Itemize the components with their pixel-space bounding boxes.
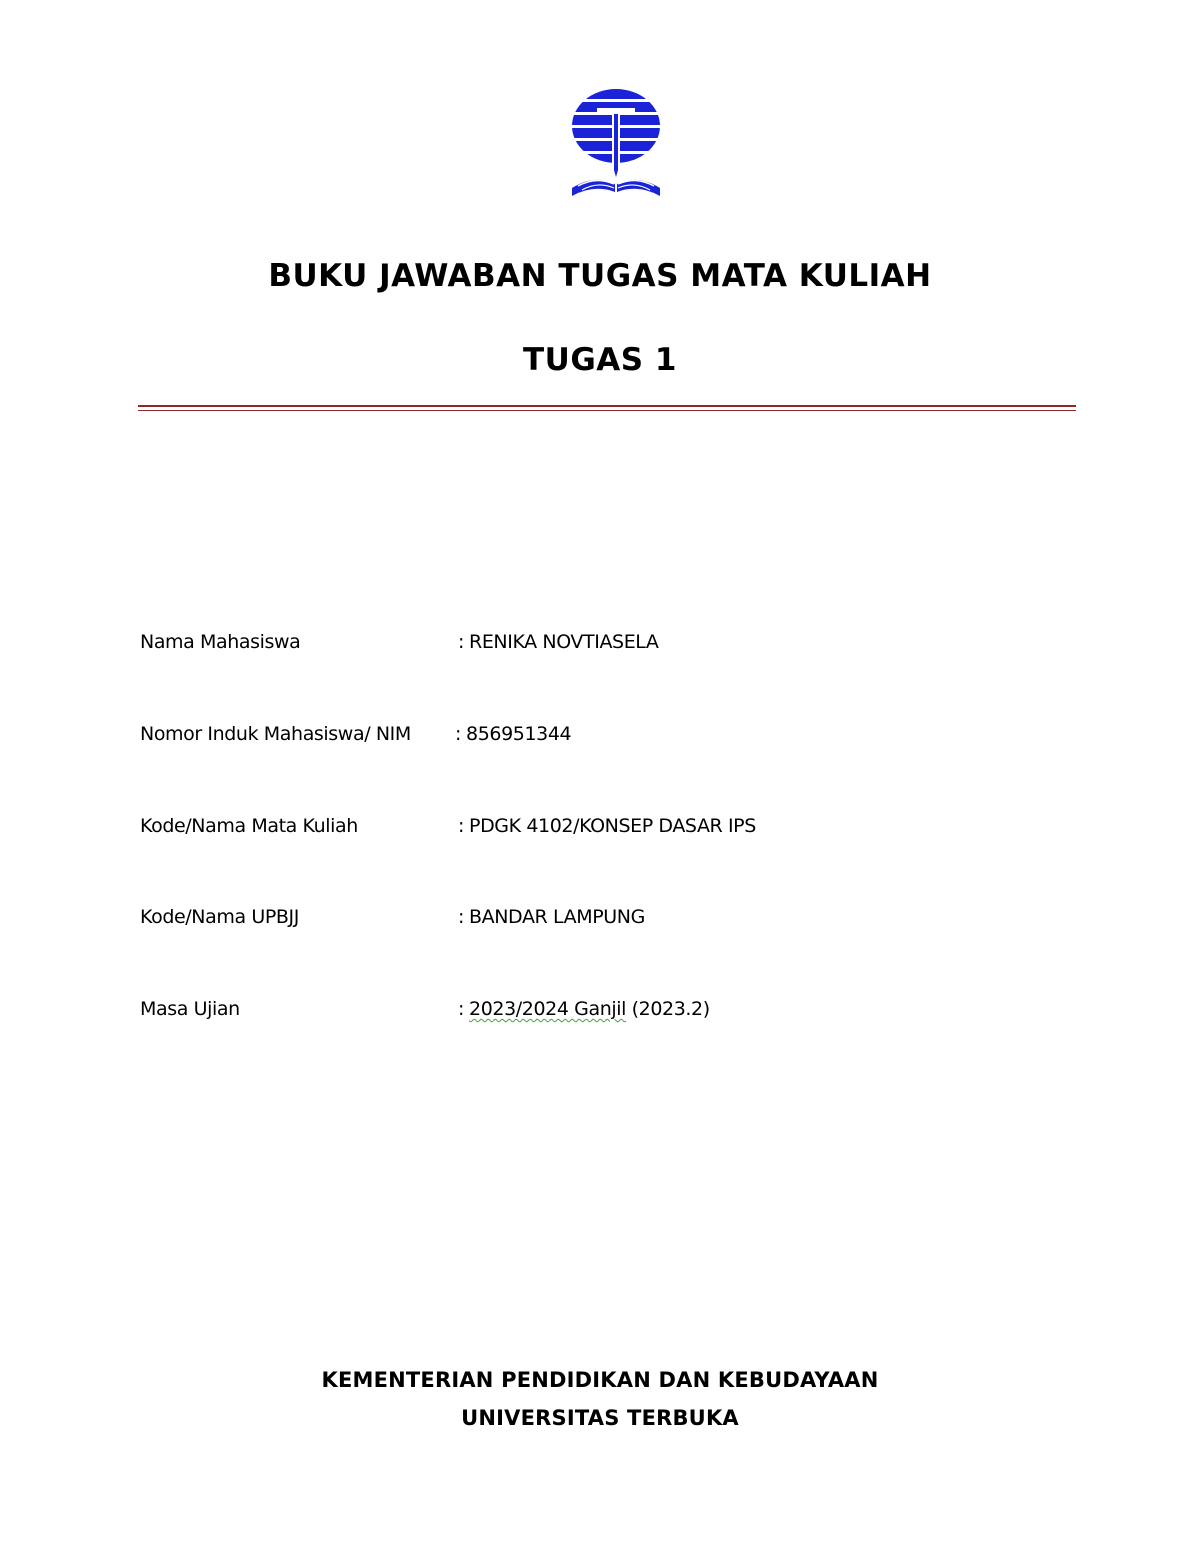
field-exam-period	[140, 994, 1060, 1024]
title-divider-thick	[138, 405, 1076, 407]
field-value	[458, 811, 756, 841]
title-divider-thin	[138, 410, 1076, 411]
footer-ministry: KEMENTERIAN PENDIDIKAN DAN KEBUDAYAAN	[321, 1368, 879, 1392]
footer-university: UNIVERSITAS TERBUKA	[461, 1406, 739, 1430]
field-label: Nama Mahasiswa	[140, 631, 301, 653]
universitas-terbuka-logo-icon	[564, 88, 668, 200]
field-value	[458, 627, 659, 657]
field-label: Kode/Nama UPBJJ	[140, 906, 299, 928]
exam-period-value-underlined: 2023/2024 Ganjil	[469, 998, 627, 1020]
student-name-value: RENIKA NOVTIASELA	[469, 631, 659, 653]
field-upbjj	[140, 902, 1060, 932]
field-label: Nomor Induk Mahasiswa/ NIM	[140, 723, 411, 745]
colon: :	[458, 998, 465, 1020]
field-course	[140, 811, 1060, 841]
colon: :	[458, 631, 465, 653]
field-student-name	[140, 627, 1060, 657]
assignment-number: TUGAS 1	[523, 342, 677, 378]
colon: :	[458, 815, 465, 837]
student-id-value: 856951344	[466, 723, 572, 745]
field-value	[458, 994, 710, 1024]
course-value: PDGK 4102/KONSEP DASAR IPS	[469, 815, 756, 837]
document-title: BUKU JAWABAN TUGAS MATA KULIAH	[268, 258, 932, 294]
field-student-id	[140, 719, 1060, 749]
field-label: Masa Ujian	[140, 998, 240, 1020]
exam-period-value-rest: (2023.2)	[626, 998, 710, 1020]
field-value	[455, 719, 571, 749]
field-value	[458, 902, 645, 932]
field-label: Kode/Nama Mata Kuliah	[140, 815, 358, 837]
colon: :	[455, 723, 462, 745]
upbjj-value: BANDAR LAMPUNG	[469, 906, 645, 928]
colon: :	[458, 906, 465, 928]
